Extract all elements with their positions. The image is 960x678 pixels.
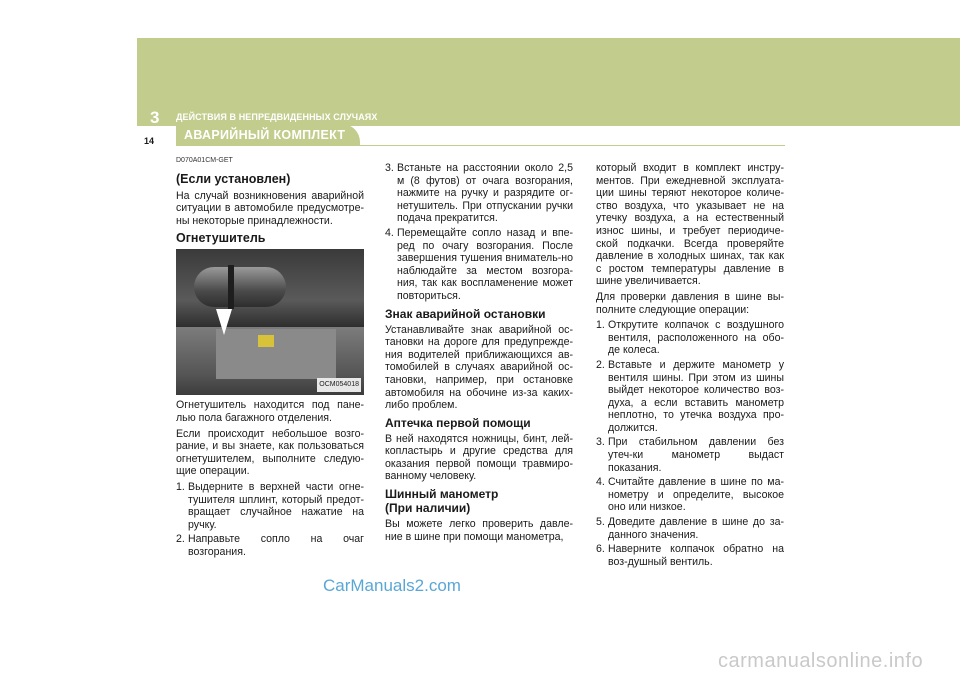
- extinguisher-tank-shape: [194, 267, 286, 307]
- list-item: 4. Считайте давление в шине по ма-нометру и определите, высокое оно или низкое.: [596, 476, 784, 514]
- column-3: [596, 162, 784, 570]
- chapter-title: ДЕЙСТВИЯ В НЕПРЕДВИДЕННЫХ СЛУЧАЯХ: [176, 112, 378, 122]
- extinguisher-location-text: Огнетушитель находится под пане-лью пола багажного отделения.: [176, 399, 364, 424]
- mounting-strap-shape: [228, 265, 234, 309]
- list-item: 1. Открутите колпачок с воздушного вентиля, расположенного на обо-де колеса.: [596, 319, 784, 357]
- list-item: 3. При стабильном давлении без утеч-ки манометр выдаст показания.: [596, 436, 784, 474]
- floor-panel-shape: [216, 329, 336, 379]
- extinguisher-steps: [176, 481, 364, 559]
- column-1: [176, 155, 364, 561]
- watermark-carmanuals2[interactable]: CarManuals2.com: [323, 576, 461, 595]
- gauge-steps: [596, 319, 784, 568]
- list-item: 2. Направьте сопло на очаг возгорания.: [176, 533, 364, 558]
- watermark-carmanualsonline[interactable]: carmanualsonline.info: [718, 650, 924, 672]
- section-divider: [360, 145, 785, 146]
- list-item: 6. Наверните колпачок обратно на воз-душный вентиль.: [596, 543, 784, 568]
- intro-text: На случай возникновения аварийной ситуации в автомобиле предусмотре-ны некоторые принадлежности.: [176, 189, 364, 227]
- column-2: [385, 162, 573, 546]
- gauge-steps-intro: Для проверки давления в шине вы-полните следующие операции:: [596, 290, 784, 316]
- heading-if-installed: (Если установлен): [176, 171, 291, 186]
- section-tab: [176, 124, 360, 146]
- list-item: 1. Выдерните в верхней части огне-тушителя шплинт, который предот-вращает случайное нажатие на ручку.: [176, 480, 364, 531]
- doc-code: D070A01CM-GET: [176, 157, 233, 164]
- first-aid-heading: Аптечка первой помощи: [385, 415, 531, 430]
- chapter-number: 3: [150, 108, 160, 127]
- list-item: 4. Перемещайте сопло назад и впе-ред по очагу возгорания. После завершения тушения вниматель-но наблюдайте за местом возгора-ния, так как воспламенение может повториться.: [385, 226, 573, 302]
- triangle-text: Устанавливайте знак аварийной ос-тановки на дороге для предупрежде-ния водителей приближающихся ав-томобилей в случаях аварийной ос-тановки, например, при остановке автомобиля на обочине из-за каких-либо проблем.: [385, 323, 573, 412]
- triangle-heading: Знак аварийной остановки: [385, 306, 546, 321]
- gauge-continued-text: который входит в комплект инстру-ментов. При ежедневной эксплуата-ции шины теряют некоторое количе-ство воздуха, что указывает не на утечку воздуха, а на естественный износ шины, и требует периодиче-ской подкачки. Всегда проверяйте давление в холодных шинах, так как с ростом температуры давление в шине увеличивается.: [596, 162, 784, 288]
- list-item: 3. Встаньте на расстоянии около 2,5 м (8 футов) от очага возгорания, нажмите на ручку и разрядите ог-нетушитель. При отпускании ручки подача прекратится.: [385, 162, 573, 225]
- first-aid-text: В ней находятся ножницы, бинт, лей-копластырь и другие средства для оказания первой помощи травмиро-ванному человеку.: [385, 432, 573, 483]
- page-number: 14: [144, 136, 155, 146]
- warning-label-icon: [258, 335, 274, 347]
- image-code: OCM054018: [317, 378, 361, 393]
- extinguisher-usage-text: Если происходит небольшое возго-рание, и вы знаете, как пользоваться огнетушителем, выполните следую-щие операции.: [176, 427, 364, 478]
- extinguisher-steps-continued: [385, 162, 573, 303]
- list-item: 5. Доведите давление в шине до за-данного значения.: [596, 516, 784, 541]
- extinguisher-heading: Огнетушитель: [176, 231, 266, 246]
- gauge-heading: Шинный манометр: [385, 487, 499, 502]
- gauge-text: Вы можете легко проверить давле-ние в шине при помощи манометра,: [385, 518, 573, 543]
- pointer-arrow-icon: [216, 309, 232, 335]
- list-item: 2. Вставьте и держите манометр у вентиля шины. При этом из шины выйдет некоторое количество воз-духа, а если вставить манометр неплотно, то утечка воздуха про-должится.: [596, 358, 784, 434]
- gauge-subheading: (При наличии): [385, 501, 471, 516]
- section-title: АВАРИЙНЫЙ КОМПЛЕКТ: [184, 128, 346, 142]
- top-margin: [0, 0, 960, 38]
- extinguisher-photo: [176, 249, 364, 395]
